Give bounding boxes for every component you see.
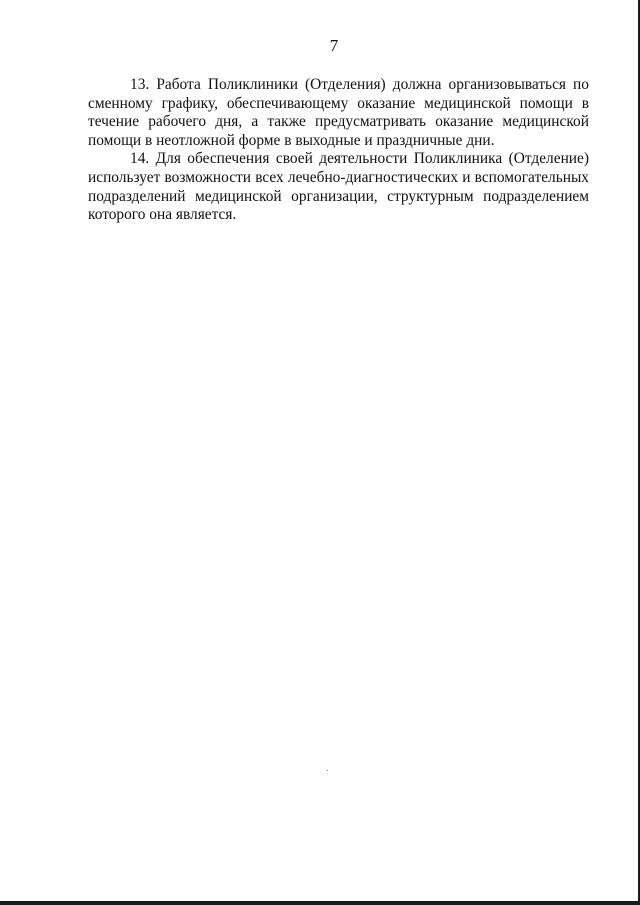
- paragraph-line: использует возможности всех лечебно-диагностических и вспомогательных: [88, 168, 589, 186]
- paragraph-line: помощи в неотложной форме в выходные и праздничные дни.: [88, 131, 495, 149]
- paragraph-13: [88, 76, 589, 150]
- document-body: [88, 76, 589, 225]
- paragraph-line: 13. Работа Поликлиники (Отделения) должна организовываться по: [130, 76, 589, 93]
- paragraph-line: течение рабочего дня, а также предусматривать оказание медицинской: [88, 113, 589, 131]
- scan-edge-bottom: [0, 901, 640, 905]
- paragraph-line: сменному графику, обеспечивающему оказание медицинской помощи в: [88, 94, 589, 112]
- page-number: 7: [329, 36, 339, 55]
- paragraph-line: 14. Для обеспечения своей деятельности Поликлиника (Отделение): [130, 150, 589, 168]
- paragraph-line: которого она является.: [88, 206, 237, 224]
- scan-speck: [327, 770, 328, 771]
- paragraph-line: подразделений медицинской организации, структурным подразделением: [88, 187, 589, 205]
- paragraph-14: [88, 150, 589, 224]
